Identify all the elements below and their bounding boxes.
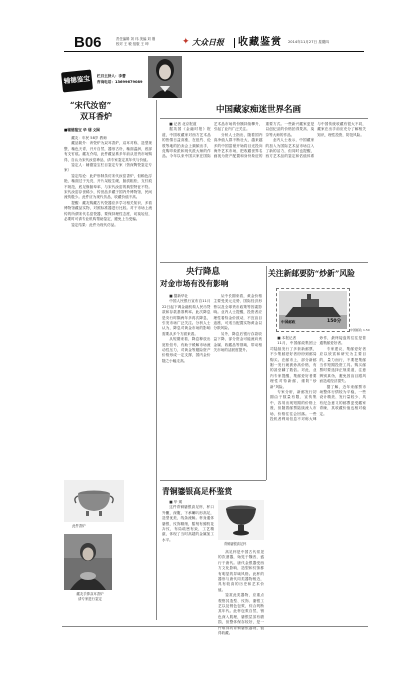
main-article-body: ■ 记者 北京报道 据英国《金融时报》报道，中国收藏家对西方艺术品的热情日益高涨，在纽约、伦敦等地的拍卖会上频频出手，竞购印象派和现代派大师的作品。今年以来中国买家在国际艺术品市场的份额持续攀升，引起了业内广泛关注。 分析人士指出，随着国内高净值人群不断壮大，越来越多的中国富豪开始将目光投向海外艺术市场，把收藏世界名画视为资产配置和身份象征的重要方式。一些新兴藏家更是以创纪录的价格拍得梵高、莫奈等大师的作品。 业内人士表示，中国藏家的加入为国际艺术品市场注入了新的活力，但同时也提醒，西方艺术品的鉴定和估值体系与中国传统收藏有很大不同，藏家在出手前应充分了解相关知识，理性投资，防范风险。 [162, 122, 366, 159]
stamp-value: 150分 [327, 319, 342, 324]
left-title-bottom: 双耳香炉 [80, 111, 112, 121]
stamp-caption: 中国邮政 1.50 [350, 328, 370, 332]
bowl-article-title: 青铜鎏银高足杯鉴赏 [162, 487, 233, 496]
stamp-image [276, 288, 350, 332]
section-rule-2 [160, 480, 266, 481]
bowl-photo [218, 500, 264, 540]
censer-photo-drawing [64, 480, 124, 522]
column-logo: 辅德鉴宝 [61, 69, 93, 92]
bowl-photo-drawing [218, 500, 264, 540]
page-bottom-rule [62, 626, 368, 627]
left-body: 藏友：年民 58岁 教师 藏品简介：该瓷炉为双耳香炉，双耳对称，造型规整，釉色天青，开片自然，器形古朴，釉面温润，底部有支钉痕。藏友介绍，此件藏品系多年前从旧货市场购得，自认为宋代汝窑珍品，请专家鉴定其年代与价值。 鉴定人：辅德鉴宝栏目鉴定专家（资深陶瓷鉴定专家） 鉴定结论：此炉形制虽仿宋代汝窑香炉，但釉色浮艳，釉面过于光亮，开片呆板生硬，胎质粗松，支钉痕不规范，底足修胎草率，与宋代汝窑的典型特征不符。宋代汝窑存世稀少，传世品多藏于国内外博物馆，民间流传极少。此件应为现代仿品，收藏价值不高。 提醒：藏友购藏古代瓷器应多学习相关知识，多看博物馆藏品实物，对照标准器进行比较。对于市场上流传的所谓宋代名窑瓷器，要保持理性态度，切莫轻信，必要时可请专业机构帮助鉴定，避免上当受骗。 鉴定结果：此件为现代仿品。 [64, 136, 152, 227]
stamp-article-title: 关注新邮要防“炒新”风险 [268, 269, 355, 278]
rate-cut-article [160, 266, 264, 476]
censer-photo-caption: 此件香炉 [72, 524, 86, 528]
bowl-article [160, 484, 266, 636]
section-name: 收藏鉴赏 [238, 37, 282, 48]
bowl-article-body-2: 高足杯是中国古代常见的饮酒器，始见于魏晋，盛行于唐代。唐代金银器受西方文化影响，造型和纹饰都有明显的异域风格。此杯的器形与唐代同类器物相近，具有较高的历史和艺术价值。 鉴赏此类器物，应重点观察其造型、纹饰、鎏银工艺以及锈色包浆，综合判断其年代。此杯包浆自然，锈色深入肌理，鎏银层虽有磨损，但整体保存较好，是一件难得的青铜鎏银器物，值得收藏。 [218, 550, 264, 636]
host-portrait-figure [148, 56, 182, 98]
brand-logo-icon: ✦ [182, 37, 190, 47]
bottom-left-caption: 藏友手捧双耳香炉 请专家进行鉴定 [76, 592, 104, 601]
column-divider-left [156, 100, 157, 620]
masthead-divider [234, 38, 235, 48]
main-title-rule [160, 118, 368, 119]
host-portrait [148, 56, 182, 98]
rate-cut-title-top: 央行降息 [186, 267, 221, 277]
left-byline: ■辅德鉴宝 华 翎 文图 [64, 128, 100, 132]
censer-photo [64, 480, 124, 522]
page-number: B06 [74, 34, 102, 51]
masthead [64, 34, 364, 52]
left-title-top: “宋代汝窑” [70, 100, 112, 110]
stamp-country: 中国邮政 [281, 320, 296, 324]
column-contact: 栏目主持人：李蕾 咨询电话：13699679089 [97, 74, 143, 84]
collector-photo [64, 534, 112, 590]
bowl-photo-caption: 青铜鎏银高足杯 [224, 542, 247, 546]
stamp-article-body: ■ 本报记者 11月，中国邮政集团公司陆续发行了多套新邮票，不少集邮爱好者纷纷到邮局购买。在邮市上，部分新邮刚一发行就被炒高价格，有的甚至翻了数倍。对此，业内专家提醒，集邮爱好者要理性对待新邮，谨防“炒新”风险。 专家分析，新邮发行初期由于数量有限、宣传集中，容易出现短期的价格上涨，但随着邮票陆续流入市场，价格往往会回落。一些投机者利用信息不对称大肆炒作，最终接盘的往往是普通集邮爱好者。 专家建议，集邮爱好者应以欣赏和研究为主要目的，量力而行，不要把集邮当作短期投资工具。购买邮票时要选择正规渠道，注意辨别真伪，避免因盲目跟风而造成经济损失。 据了解，近年来邮票市场整体行情较为平稳，一些设计精美、发行量较少、具有纪念意义的邮票更受藏家青睐，其收藏价值也相对稳定。 [270, 336, 366, 422]
stamp-article [268, 266, 368, 616]
rate-cut-body: ■ 据新华社 中国人民银行宣布自11月22日起下调金融机构人民币贷款和存款基准利率。此次降息是央行时隔两年多再次降息，引发市场广泛关注。分析人士认为，降息对黄金市场的影响需要从多个方面来看。 从短期来看，降息释放出宽松信号，有助于缓解市场流动性压力，对黄金等避险资产价格形成一定支撑，国内金价随之小幅走高。 从中长期来看，黄金价格主要受美元走势、国际经济形势以及全球货币政策等因素影响。业内人士提醒，投资者应理性看待金价波动，不宜盲目追涨，可适当配置实物黄金以分散风险。 另外，降息后银行存款收益下降，部分资金可能流向贵金属、收藏品等领域，带动相关市场的活跃度提升。 [162, 294, 262, 363]
column-divider-mid [266, 266, 267, 480]
masthead-date: 2014年11月27日 星期四 [288, 40, 329, 44]
bowl-article-body-1: ■ 华 瑛 这件青铜鎏银高足杯，杯口外撇，深腹，下承喇叭形高足，造型优美，线条流畅。杯身通体鎏银，纹饰精细，錾刻有缠枝花卉纹，布局疏密有致，工艺精湛，体现了当时高超的金属加工水平。 [162, 500, 214, 542]
section-rule-1 [160, 262, 368, 263]
collector-photo-drawing [64, 534, 112, 590]
left-article [62, 100, 154, 480]
brand-name: 大众日报 [192, 37, 224, 47]
masthead-meta: 责任编辑 刘 玮 美编 刘 刚 校对 王 敏 组版 王 坤 [116, 37, 156, 46]
rate-cut-title-bottom: 对金市场有没有影响 [160, 279, 229, 288]
main-article-title: 中国藏家痴迷世界名画 [216, 105, 302, 115]
main-article [160, 98, 368, 258]
